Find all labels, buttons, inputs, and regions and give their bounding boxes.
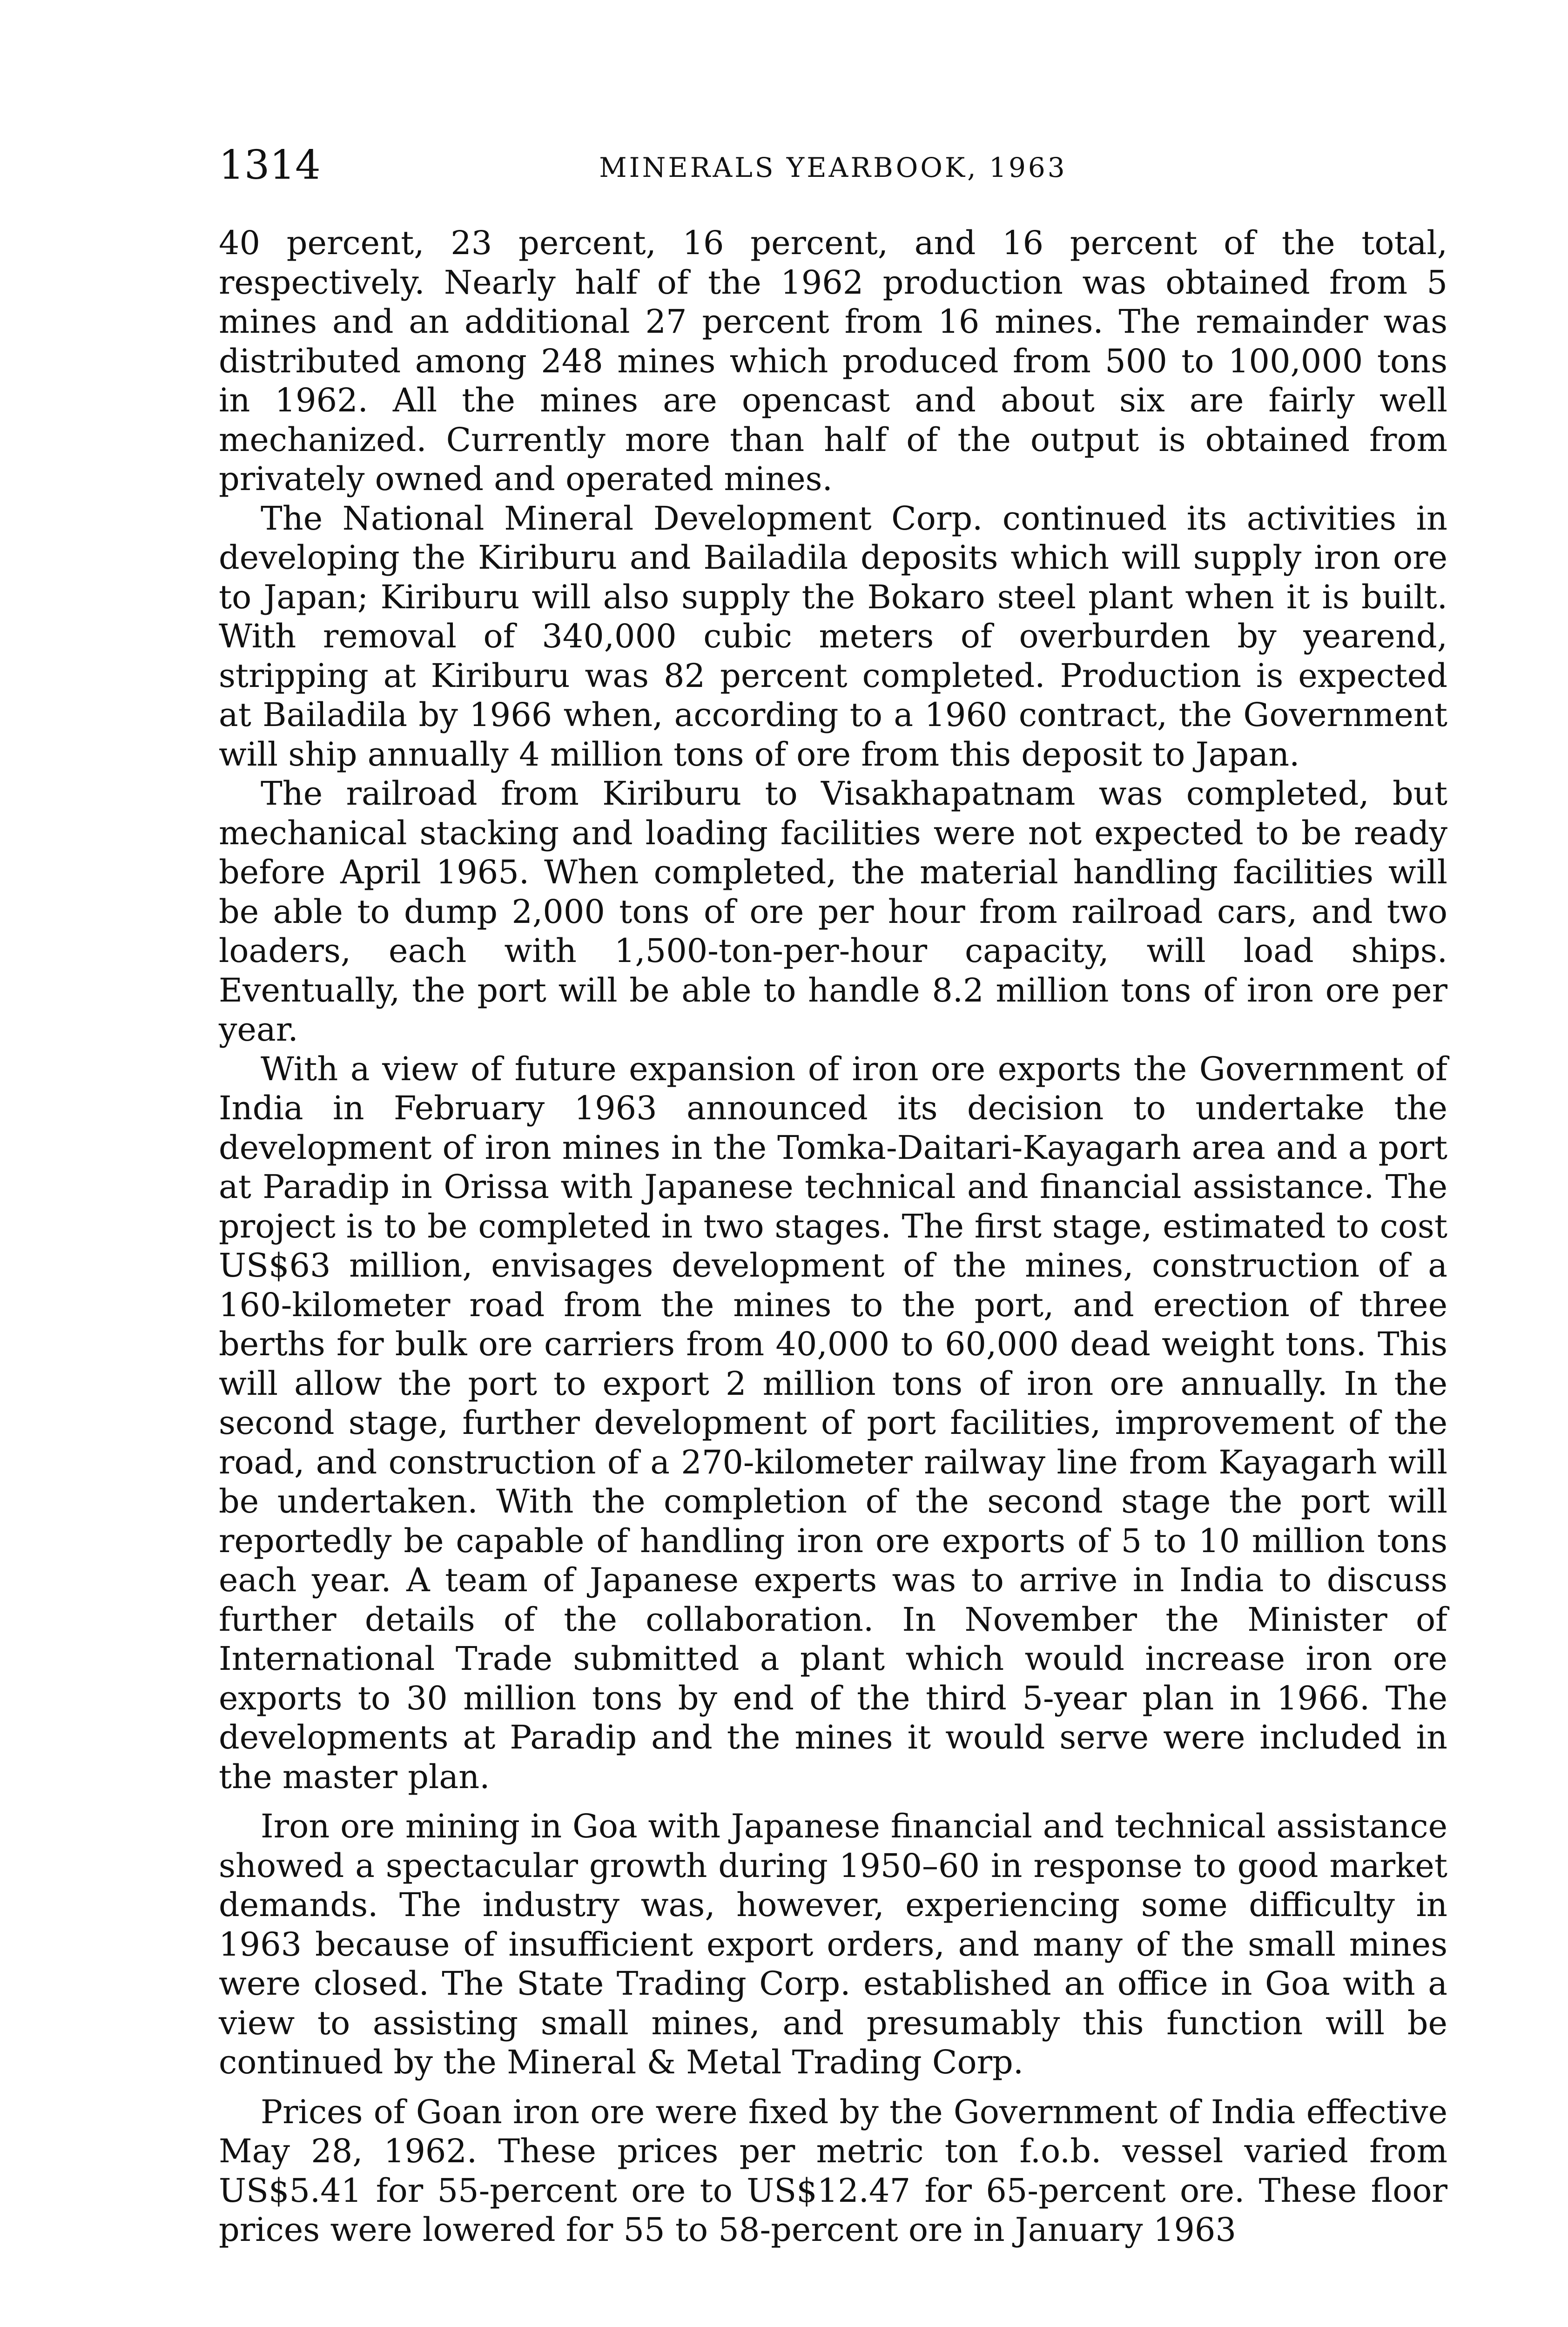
page-number: 1314 <box>219 142 321 188</box>
running-title: MINERALS YEARBOOK, 1963 <box>599 152 1067 183</box>
paragraph: Prices of Goan iron ore were fixed by the Government of India effective May 28, 1962. These prices per metric ton f.o.b. vessel varied from US$5.41 for 55-percent ore to US$12.47 for 65-percent ore. These floor prices were lowered for 55 to 58-percent ore in January 1963 <box>219 2092 1447 2249</box>
paragraph: 40 percent, 23 percent, 16 percent, and 16 percent of the total, respectively. Nearly half of the 1962 production was obtained from 5 mines and an additional 27 percent from 16 mines. The remainder was distributed among 248 mines which produced from 500 to 100,000 tons in 1962. All the mines are opencast and about six are fairly well mechanized. Currently more than half of the output is obtained from privately owned and operated mines. <box>219 224 1447 498</box>
paragraph: The railroad from Kiriburu to Visakhapatnam was completed, but mechanical stacking and loading facilities were not expected to be ready before April 1965. When completed, the material handling facilities will be able to dump 2,000 tons of ore per hour from railroad cars, and two loaders, each with 1,500-ton-per-hour capacity, will load ships. Eventually, the port will be able to handle 8.2 million tons of iron ore per year. <box>219 774 1447 1049</box>
paragraph: Iron ore mining in Goa with Japanese financial and technical assistance showed a spectacular growth during 1950–60 in response to good market demands. The industry was, however, experiencing some difficulty in 1963 because of insufficient export orders, and many of the small mines were closed. The State Trading Corp. established an office in Goa with a view to assisting small mines, and presumably this function will be continued by the Mineral & Metal Trading Corp. <box>219 1807 1447 2081</box>
body-text <box>219 223 1447 2250</box>
paragraph: With a view of future expansion of iron ore exports the Government of India in February 1963 announced its decision to undertake the development of iron mines in the Tomka-Daitari-Kayagarh area and a port at Paradip in Orissa with Japanese technical and financial assistance. The project is to be completed in two stages. The first stage, estimated to cost US$63 million, envisages development of the mines, construction of a 160-kilometer road from the mines to the port, and erection of three berths for bulk ore carriers from 40,000 to 60,000 dead weight tons. This will allow the port to export 2 million tons of iron ore annually. In the second stage, further development of port facilities, improvement of the road, and construction of a 270-kilometer railway line from Kayagarh will be undertaken. With the completion of the second stage the port will reportedly be capable of handling iron ore exports of 5 to 10 million tons each year. A team of Japanese experts was to arrive in India to discuss further details of the collaboration. In November the Minister of International Trade submitted a plant which would increase iron ore exports to 30 million tons by end of the third 5-year plan in 1966. The developments at Paradip and the mines it would serve were included in the master plan. <box>219 1049 1447 1796</box>
page-header <box>219 140 1447 191</box>
paragraph: The National Mineral Development Corp. continued its activities in developing the Kiriburu and Bailadila deposits which will supply iron ore to Japan; Kiriburu will also supply the Bokaro steel plant when it is built. With removal of 340,000 cubic meters of overburden by yearend, stripping at Kiriburu was 82 percent completed. Production is expected at Bailadila by 1966 when, according to a 1960 contract, the Government will ship annually 4 million tons of ore from this deposit to Japan. <box>219 499 1447 773</box>
